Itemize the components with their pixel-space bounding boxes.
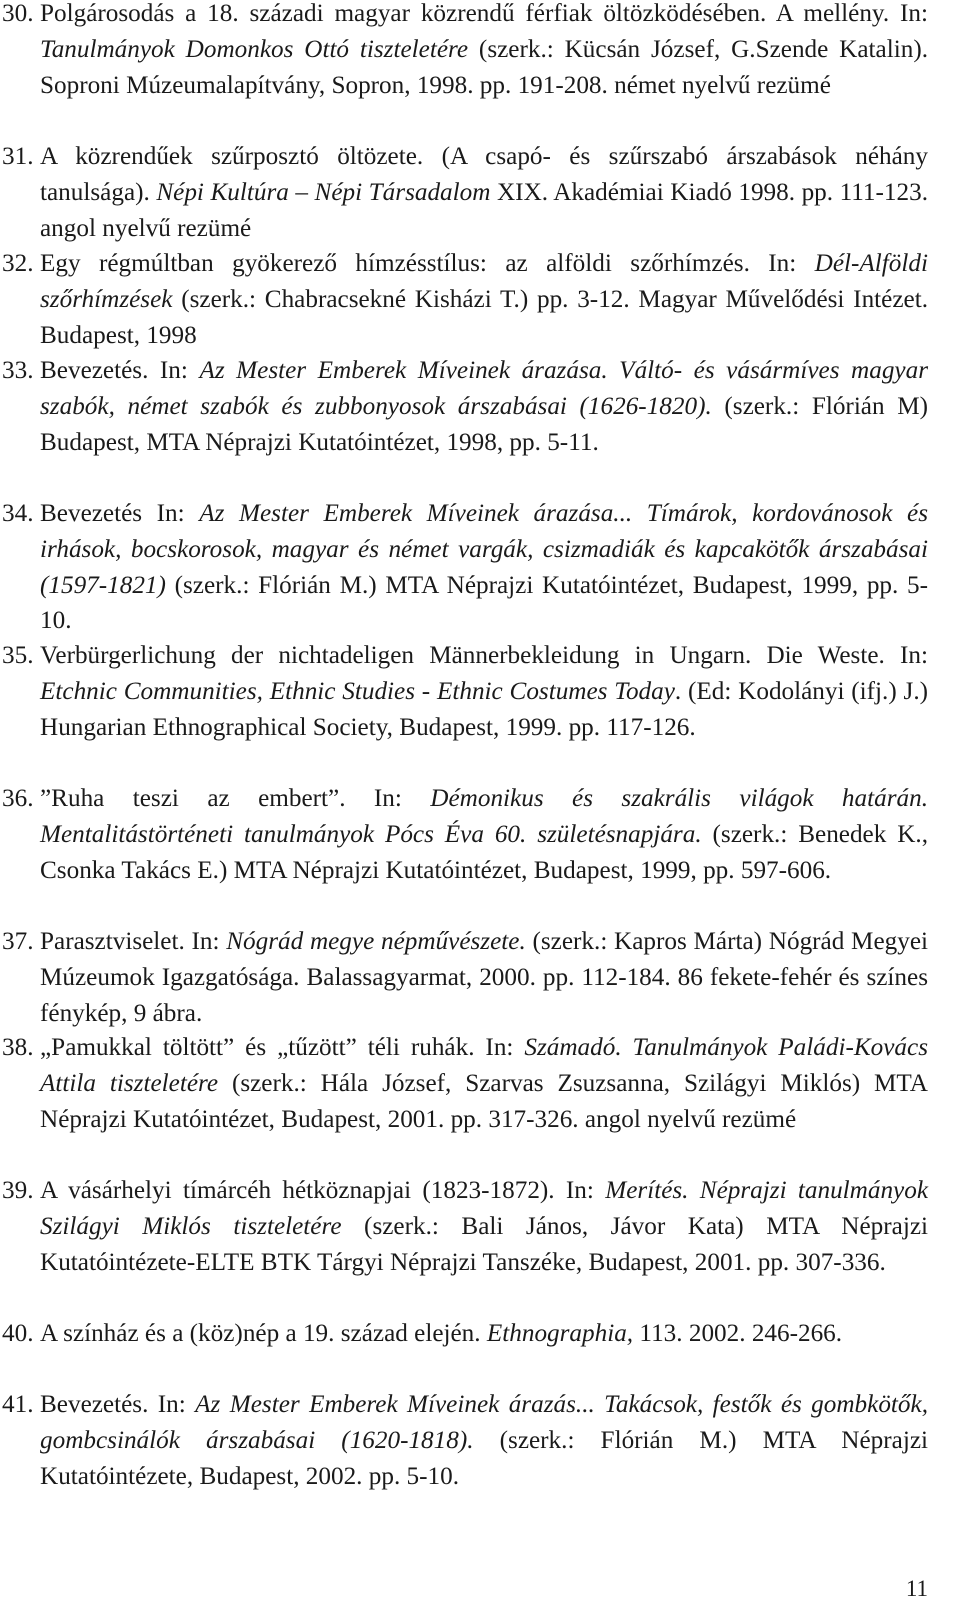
bibliography-entry [2, 1030, 928, 1137]
entry-text: (szerk.: Benedek K., Csonka Takács E.) MTA Néprajzi Kutatóintézet, Budapest, 1999, pp. 597-606. [40, 820, 928, 884]
entry-number: 34. [2, 500, 34, 527]
bibliography-entry [2, 246, 928, 353]
entry-title: Etchnic Communities, Ethnic Studies - Ethnic Costumes Today [40, 677, 675, 705]
entry-text: Bevezetés In: [40, 500, 200, 527]
entry-number: 30. [2, 0, 34, 27]
entry-title: Dél-Alföldi szőrhímzések [40, 250, 928, 313]
bibliography-entry [2, 139, 928, 246]
bibliography-entry [2, 1316, 928, 1352]
entry-text: „Pamukkal töltött” és „tűzött” téli ruhák. In: [40, 1034, 525, 1061]
entry-title: Merítés. Néprajzi tanulmányok Szilágyi Miklós tiszteletére [40, 1177, 928, 1240]
bibliography-entry [2, 0, 928, 103]
entry-text: A vásárhelyi tímárcéh hétköznapjai (1823-1872). In: [40, 1177, 606, 1204]
entry-number: 39. [2, 1177, 34, 1204]
entry-title: Népi Kultúra – Népi Társadalom [156, 178, 491, 206]
entry-text: (szerk.: Kücsán József, G.Szende Katalin). Soproni Múzeumalapítvány, Sopron, 1998. pp. 191-208. német nyelvű rezümé [40, 35, 928, 99]
entry-text: Parasztviselet. In: [40, 928, 227, 955]
entry-text: (szerk.: Hála József, Szarvas Zsuzsanna, Szilágyi Miklós) MTA Néprajzi Kutatóintézet, Budapest, 2001. pp. 317-326. angol nyelvű rezümé [40, 1069, 928, 1133]
entry-text: Egy régmúltban gyökerező hímzésstílus: az alföldi szőrhímzés. In: [40, 250, 815, 277]
entry-title: Tanulmányok Domonkos Ottó tiszteletére [40, 35, 469, 63]
entry-text: Bevezetés. In: [40, 357, 200, 384]
entry-text: (szerk.: Flórián M.) MTA Néprajzi Kutatóintézete, Budapest, 2002. pp. 5-10. [40, 1426, 928, 1490]
page-number: 11 [905, 1576, 928, 1601]
entry-text: Polgárosodás a 18. századi magyar közrendű férfiak öltözködésében. A mellény. In: [40, 0, 928, 27]
entry-text: (szerk.: Flórián M) Budapest, MTA Néprajzi Kutatóintézet, 1998, pp. 5-11. [40, 392, 928, 456]
entry-text: (szerk.: Kapros Márta) Nógrád Megyei Múzeumok Igazgatósága. Balassagyarmat, 2000. pp. 112-184. 86 fekete-fehér és színes fénykép, 9 ábra. [40, 928, 928, 1027]
bibliography-entry [2, 924, 928, 1031]
entry-number: 33. [2, 357, 34, 384]
bibliography-entry [2, 638, 929, 745]
entry-text: (szerk.: Bali János, Jávor Kata) MTA Néprajzi Kutatóintézete-ELTE BTK Tárgyi Néprajzi Tanszéke, Budapest, 2001. pp. 307-336. [40, 1212, 928, 1276]
entry-text: (szerk.: Flórián M.) MTA Néprajzi Kutatóintézet, Budapest, 1999, pp. 5-10. [40, 571, 928, 635]
entry-text: A színház és a (köz)nép a 19. század elején. [40, 1320, 487, 1347]
entry-number: 31. [2, 143, 34, 170]
bibliography-entry [2, 496, 928, 639]
entry-text: (szerk.: Chabracsekné Kisházi T.) pp. 3-12. Magyar Művelődési Intézet. Budapest, 1998 [40, 285, 928, 349]
entry-number: 37. [2, 928, 34, 955]
bibliography-entry [2, 353, 928, 460]
bibliography-entry [2, 1387, 928, 1494]
entry-text: 113. 2002. 246-266. [633, 1320, 843, 1347]
bibliography-entry [2, 781, 929, 888]
entry-number: 40. [2, 1320, 34, 1347]
entry-number: 35. [2, 642, 34, 669]
entry-text: XIX. Akadémiai Kiadó 1998. pp. 111-123. angol nyelvű rezümé [40, 178, 928, 242]
bibliography-entry [2, 1173, 928, 1280]
entry-text: Bevezetés. In: [40, 1391, 196, 1418]
entry-text: Verbürgerlichung der nichtadeligen Männerbekleidung in Ungarn. Die Weste. In: [40, 642, 928, 669]
entry-text: ”Ruha teszi az embert”. In: [40, 785, 431, 812]
entry-title: Ethnographia, [486, 1320, 634, 1347]
entry-number: 36. [2, 785, 34, 812]
entry-text: . (Ed: Kodolányi (ifj.) J.) Hungarian Ethnographical Society, Budapest, 1999. pp. 117-126. [40, 677, 929, 741]
entry-title: Démonikus és szakrális világok határán. Mentalitástörténeti tanulmányok Pócs Éva 60. születésnapjára. [40, 785, 929, 848]
entry-text: A közrendűek szűrposztó öltözete. (A csapó- és szűrszabó árszabások néhány tanulsága). [40, 143, 928, 206]
entry-title: Nógrád megye népművészete. [226, 928, 526, 955]
entry-title: Számadó. Tanulmányok Paládi-Kovács Attila tiszteletére [40, 1034, 928, 1097]
entry-title: Az Mester Emberek Míveinek árazása... Tímárok, kordovánosok és irhások, bocskorosok, magyar és német vargák, csizmadiák és kapcakötők árszabásai (1597-1821) [40, 500, 928, 599]
entry-number: 32. [2, 250, 34, 277]
entry-number: 41. [2, 1391, 34, 1418]
entry-title: Az Mester Emberek Míveinek árazás... Takácsok, festők és gombkötők, gombcsinálók árszabásai (1620-1818). [40, 1391, 928, 1454]
entry-title: Az Mester Emberek Míveinek árazása. Váltó- és vásármíves magyar szabók, német szabók és zubbonyosok árszabásai (1626-1820). [40, 357, 928, 420]
entry-number: 38. [2, 1034, 34, 1061]
